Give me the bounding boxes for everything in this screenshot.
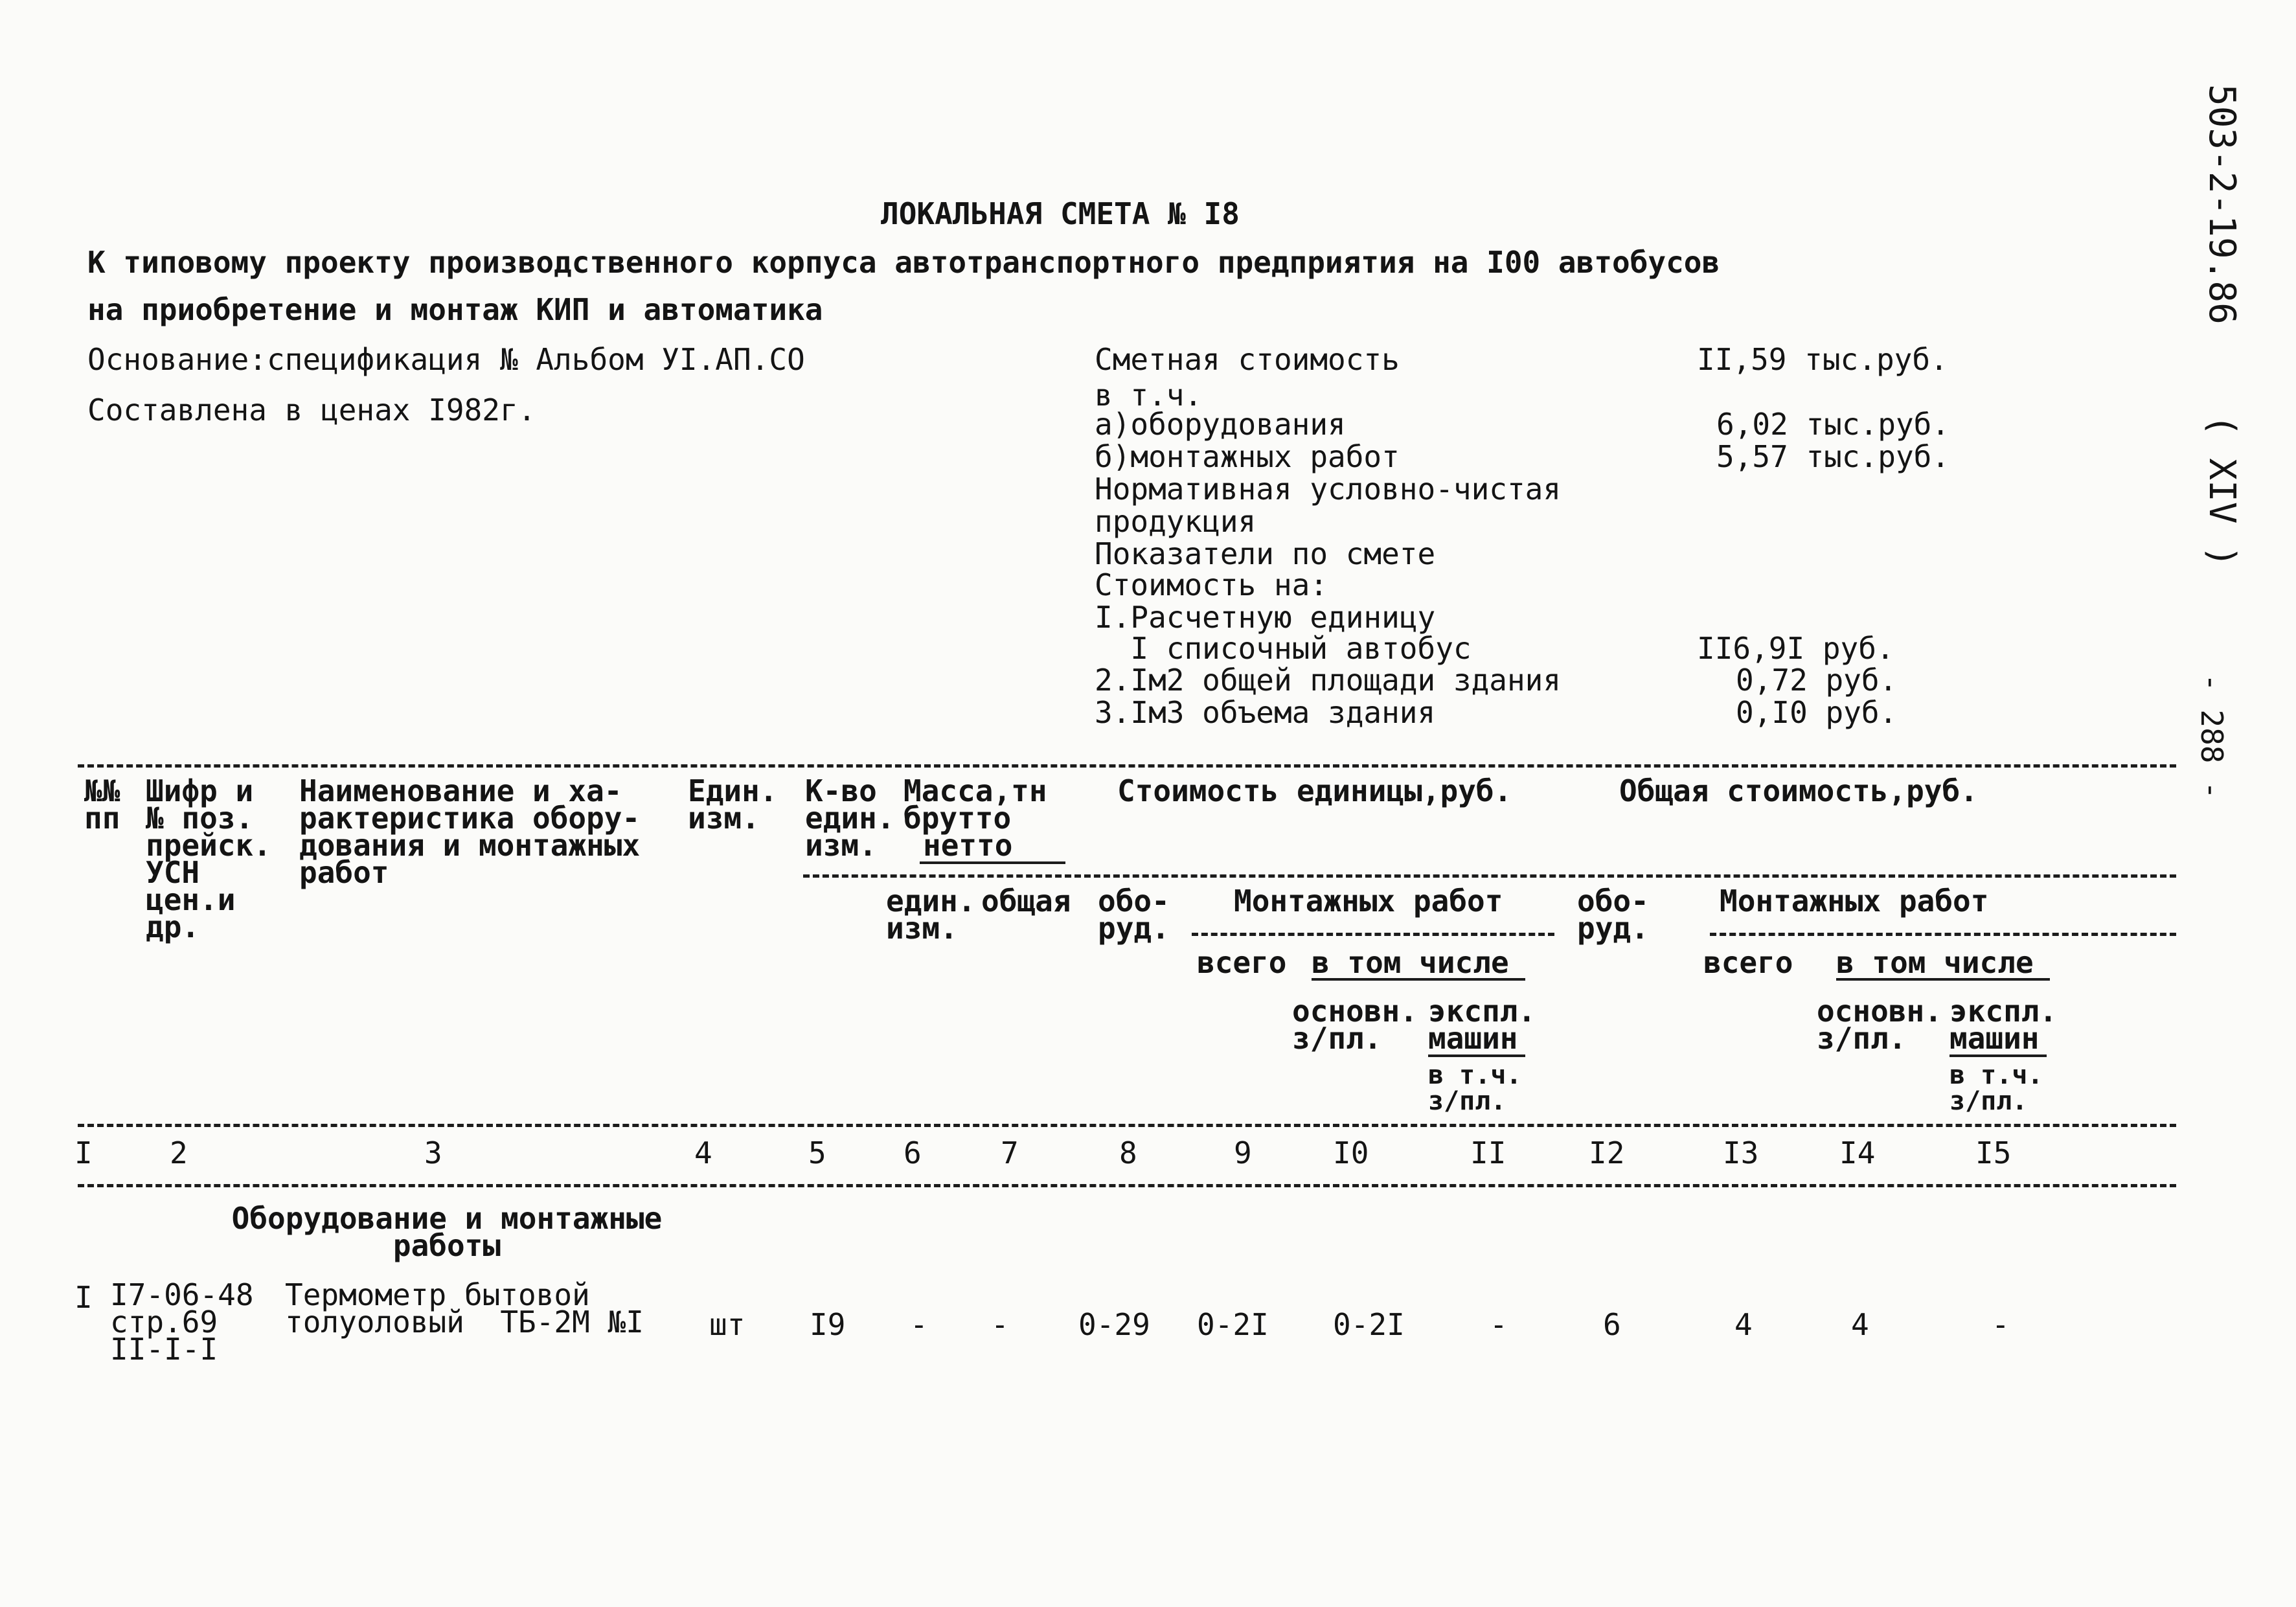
subtitle-line-2: на приобретение и монтаж КИП и автоматика (87, 292, 823, 327)
colnum-14: I4 (1839, 1135, 1876, 1170)
header-equip-total: обо- руд. (1577, 883, 1649, 946)
summary-label-10: 2.Iм2 общей площади здания (1095, 663, 1562, 698)
header-total-unit: всего (1197, 945, 1287, 980)
summary-label-5: продукция (1095, 504, 1256, 539)
colnum-4: 4 (694, 1135, 712, 1170)
header-mass-netto: нетто (923, 828, 1013, 863)
summary-label-2: а)оборудования (1095, 407, 1346, 442)
summary-label-8: I.Расчетную единицу (1095, 600, 1436, 635)
header-qty: К-во един. изм. (805, 773, 895, 863)
row-install-salary-total: 4 (1851, 1307, 1869, 1342)
header-unit: Един. изм. (688, 773, 778, 836)
header-code: Шифр и № поз. прейск. УСН цен.и др. (146, 773, 271, 944)
header-unit-cost: Стоимость единицы,руб. (1117, 773, 1512, 808)
colnum-8: 8 (1119, 1135, 1137, 1170)
summary-label-3: б)монтажных работ (1095, 439, 1400, 474)
colnum-2: 2 (170, 1135, 188, 1170)
row-num: I (74, 1280, 93, 1315)
install-rule-1 (1192, 933, 1554, 936)
subtitle-line-1: К типовому проекту производственного корпуса автотранспортного предприятия на I00 автобусов (87, 245, 1720, 280)
summary-label-6: Показатели по смете (1095, 536, 1436, 571)
section-title: Оборудование и монтажные работы (231, 1201, 663, 1263)
header-name: Наименование и ха- рактеристика обору- дования и монтажных работ (299, 773, 641, 890)
summary-label-4: Нормативная условно-чистая (1095, 472, 1562, 507)
header-incl-salary-total: в т.ч. з/пл. (1949, 1060, 2043, 1116)
row-name: Термометр бытовой толуоловый ТБ-2М №I (285, 1277, 644, 1339)
machines-underline-1 (1428, 1054, 1525, 1057)
summary-value-10: 0,72 руб. (1736, 663, 1898, 698)
row-code: I7-06-48 стр.69 II-I-I (110, 1277, 254, 1367)
summary-label-9: I списочный автобус (1095, 631, 1472, 666)
basis-text: Основание:спецификация № Альбом УI.АП.СО (87, 342, 805, 377)
header-machines-total: экспл. машин (1949, 994, 2058, 1056)
colnum-12: I2 (1589, 1135, 1625, 1170)
row-equip-unit: 0-29 (1078, 1307, 1150, 1342)
row-install-salary-unit: 0-2I (1333, 1307, 1405, 1342)
side-code: 503-2-19.86 (2201, 84, 2243, 325)
row-unit: шт (709, 1307, 745, 1342)
colnum-7: 7 (1001, 1135, 1019, 1170)
row-install-machines-unit: - (1490, 1307, 1508, 1342)
prices-year: Составлена в ценах I982г. (87, 393, 536, 427)
summary-label-7: Стоимость на: (1095, 567, 1328, 602)
header-total-total: всего (1703, 945, 1793, 980)
machines-underline-2 (1949, 1054, 2047, 1057)
table-top-rule (78, 764, 2176, 768)
document-title: ЛОКАЛЬНАЯ СМЕТА № I8 (881, 196, 1240, 231)
colnum-13: I3 (1723, 1135, 1759, 1170)
colnum-9: 9 (1234, 1135, 1252, 1170)
header-incl-salary-unit: в т.ч. з/пл. (1428, 1060, 1522, 1116)
header-bottom-rule (78, 1124, 2176, 1127)
colnum-10: I0 (1333, 1135, 1369, 1170)
header-incl-total: в том числе (1836, 945, 2034, 980)
row-install-machines-total: - (1992, 1307, 2010, 1342)
colnum-11: II (1470, 1135, 1506, 1170)
row-qty: I9 (810, 1307, 846, 1342)
row-install-total: 4 (1734, 1307, 1753, 1342)
side-page: - 288 - (2194, 674, 2229, 799)
summary-label-1: в т.ч. (1095, 378, 1203, 413)
summary-value-3: 5,57 тыс.руб. (1716, 439, 1950, 474)
header-equip-unit: обо- руд. (1098, 883, 1170, 946)
summary-value-0: II,59 тыс.руб. (1697, 342, 1948, 377)
summary-value-9: II6,9I руб. (1697, 631, 1894, 666)
header-install-total: Монтажных работ (1720, 883, 1989, 918)
colnum-3: 3 (424, 1135, 442, 1170)
summary-label-11: 3.Iм3 объема здания (1095, 695, 1436, 730)
colnum-6: 6 (904, 1135, 922, 1170)
row-install-total-unit: 0-2I (1197, 1307, 1269, 1342)
summary-value-2: 6,02 тыс.руб. (1716, 407, 1950, 442)
colnum-1: I (74, 1135, 93, 1170)
colnum-5: 5 (808, 1135, 826, 1170)
header-salary-unit: основн. з/пл. (1292, 994, 1418, 1056)
header-num: №№ пп (84, 773, 120, 836)
header-mass-unit: един. изм. (886, 883, 976, 946)
row-equip-total: 6 (1603, 1307, 1621, 1342)
incl-underline-2 (1836, 978, 2050, 981)
header-salary-total: основн. з/пл. (1817, 994, 1942, 1056)
header-incl-unit: в том числе (1312, 945, 1509, 980)
netto-underline (920, 861, 1065, 864)
row-mass-total: - (991, 1307, 1009, 1342)
install-rule-2 (1710, 933, 2176, 936)
colnum-bottom-rule (78, 1184, 2176, 1187)
incl-underline-1 (1312, 978, 1525, 981)
side-part: ( XIV ) (2201, 415, 2243, 568)
header-machines-unit: экспл. машин (1428, 994, 1536, 1056)
header-mass: Масса,тн брутто (904, 773, 1047, 836)
row-mass-unit: - (910, 1307, 928, 1342)
header-install-unit: Монтажных работ (1234, 883, 1503, 918)
subheader-rule (803, 874, 2176, 878)
header-total-cost: Общая стоимость,руб. (1619, 773, 1978, 808)
summary-label-0: Сметная стоимость (1095, 342, 1400, 377)
summary-value-11: 0,I0 руб. (1736, 695, 1898, 730)
header-mass-total: общая (981, 883, 1071, 918)
colnum-15: I5 (1975, 1135, 2012, 1170)
